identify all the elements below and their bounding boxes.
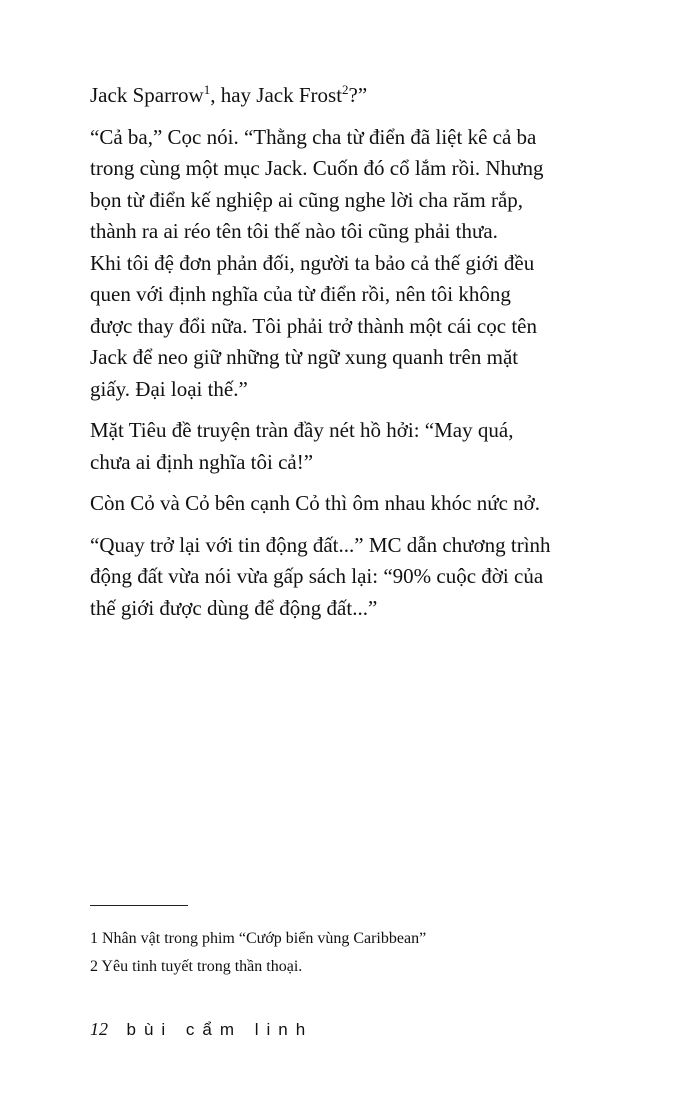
paragraph-3	[90, 415, 620, 478]
footnotes	[90, 925, 426, 981]
text-run: , hay Jack Frost	[210, 83, 343, 107]
footnote-divider	[90, 905, 188, 906]
text-line	[90, 80, 620, 112]
text-line: bọn từ điển kế nghiệp ai cũng nghe lời cha răm rắp,	[90, 187, 524, 212]
paragraph-4	[90, 488, 620, 520]
text-line: Còn Cỏ và Cỏ bên cạnh Cỏ thì ôm nhau khóc nức nở.	[90, 491, 541, 515]
text-line: Khi tôi đệ đơn phản đối, người ta bảo cả thế giới đều	[90, 250, 535, 275]
text-line: thành ra ai réo tên tôi thế nào tôi cũng phải thưa.	[90, 219, 498, 243]
text-line: “Quay trở lại với tin động đất...” MC dẫn chương trình	[90, 532, 551, 557]
text-line: Jack để neo giữ những từ ngữ xung quanh trên mặt	[90, 345, 519, 369]
running-author: bùi cẩm linh	[126, 1020, 314, 1039]
paragraph-5	[90, 530, 620, 625]
text-line: được thay đổi nữa. Tôi phải trở thành một cái cọc tên	[90, 313, 537, 338]
footnote-1: 1 Nhân vật trong phim “Cướp biển vùng Caribbean”	[90, 930, 427, 947]
text-line: trong cùng một mục Jack. Cuốn đó cổ lắm rồi. Nhưng	[90, 156, 544, 180]
body-text	[90, 80, 620, 634]
text-run: ?”	[348, 83, 368, 107]
text-line: quen với định nghĩa của từ điển rồi, nên tôi không	[90, 282, 511, 306]
page-number: 12	[90, 1019, 108, 1039]
page-footer	[90, 1018, 313, 1041]
text-line: động đất vừa nói vừa gấp sách lại: “90% cuộc đời của	[90, 564, 544, 588]
paragraph-1	[90, 80, 620, 112]
text-line: Mặt Tiêu đề truyện tràn đầy nét hồ hởi: “May quá,	[90, 418, 514, 442]
footnote-ref-1: 1	[203, 82, 211, 97]
footnote-2: 2 Yêu tinh tuyết trong thần thoại.	[90, 958, 303, 975]
text-line: thế giới được dùng để động đất...”	[90, 595, 378, 620]
text-line: “Cả ba,” Cọc nói. “Thằng cha từ điển đã liệt kê cả ba	[90, 124, 537, 149]
text-line: chưa ai định nghĩa tôi cả!”	[90, 449, 314, 474]
text-run: Jack Sparrow	[90, 83, 204, 107]
paragraph-2	[90, 122, 620, 406]
footnote-ref-2: 2	[342, 82, 349, 97]
text-line: giấy. Đại loại thế.”	[90, 376, 248, 401]
